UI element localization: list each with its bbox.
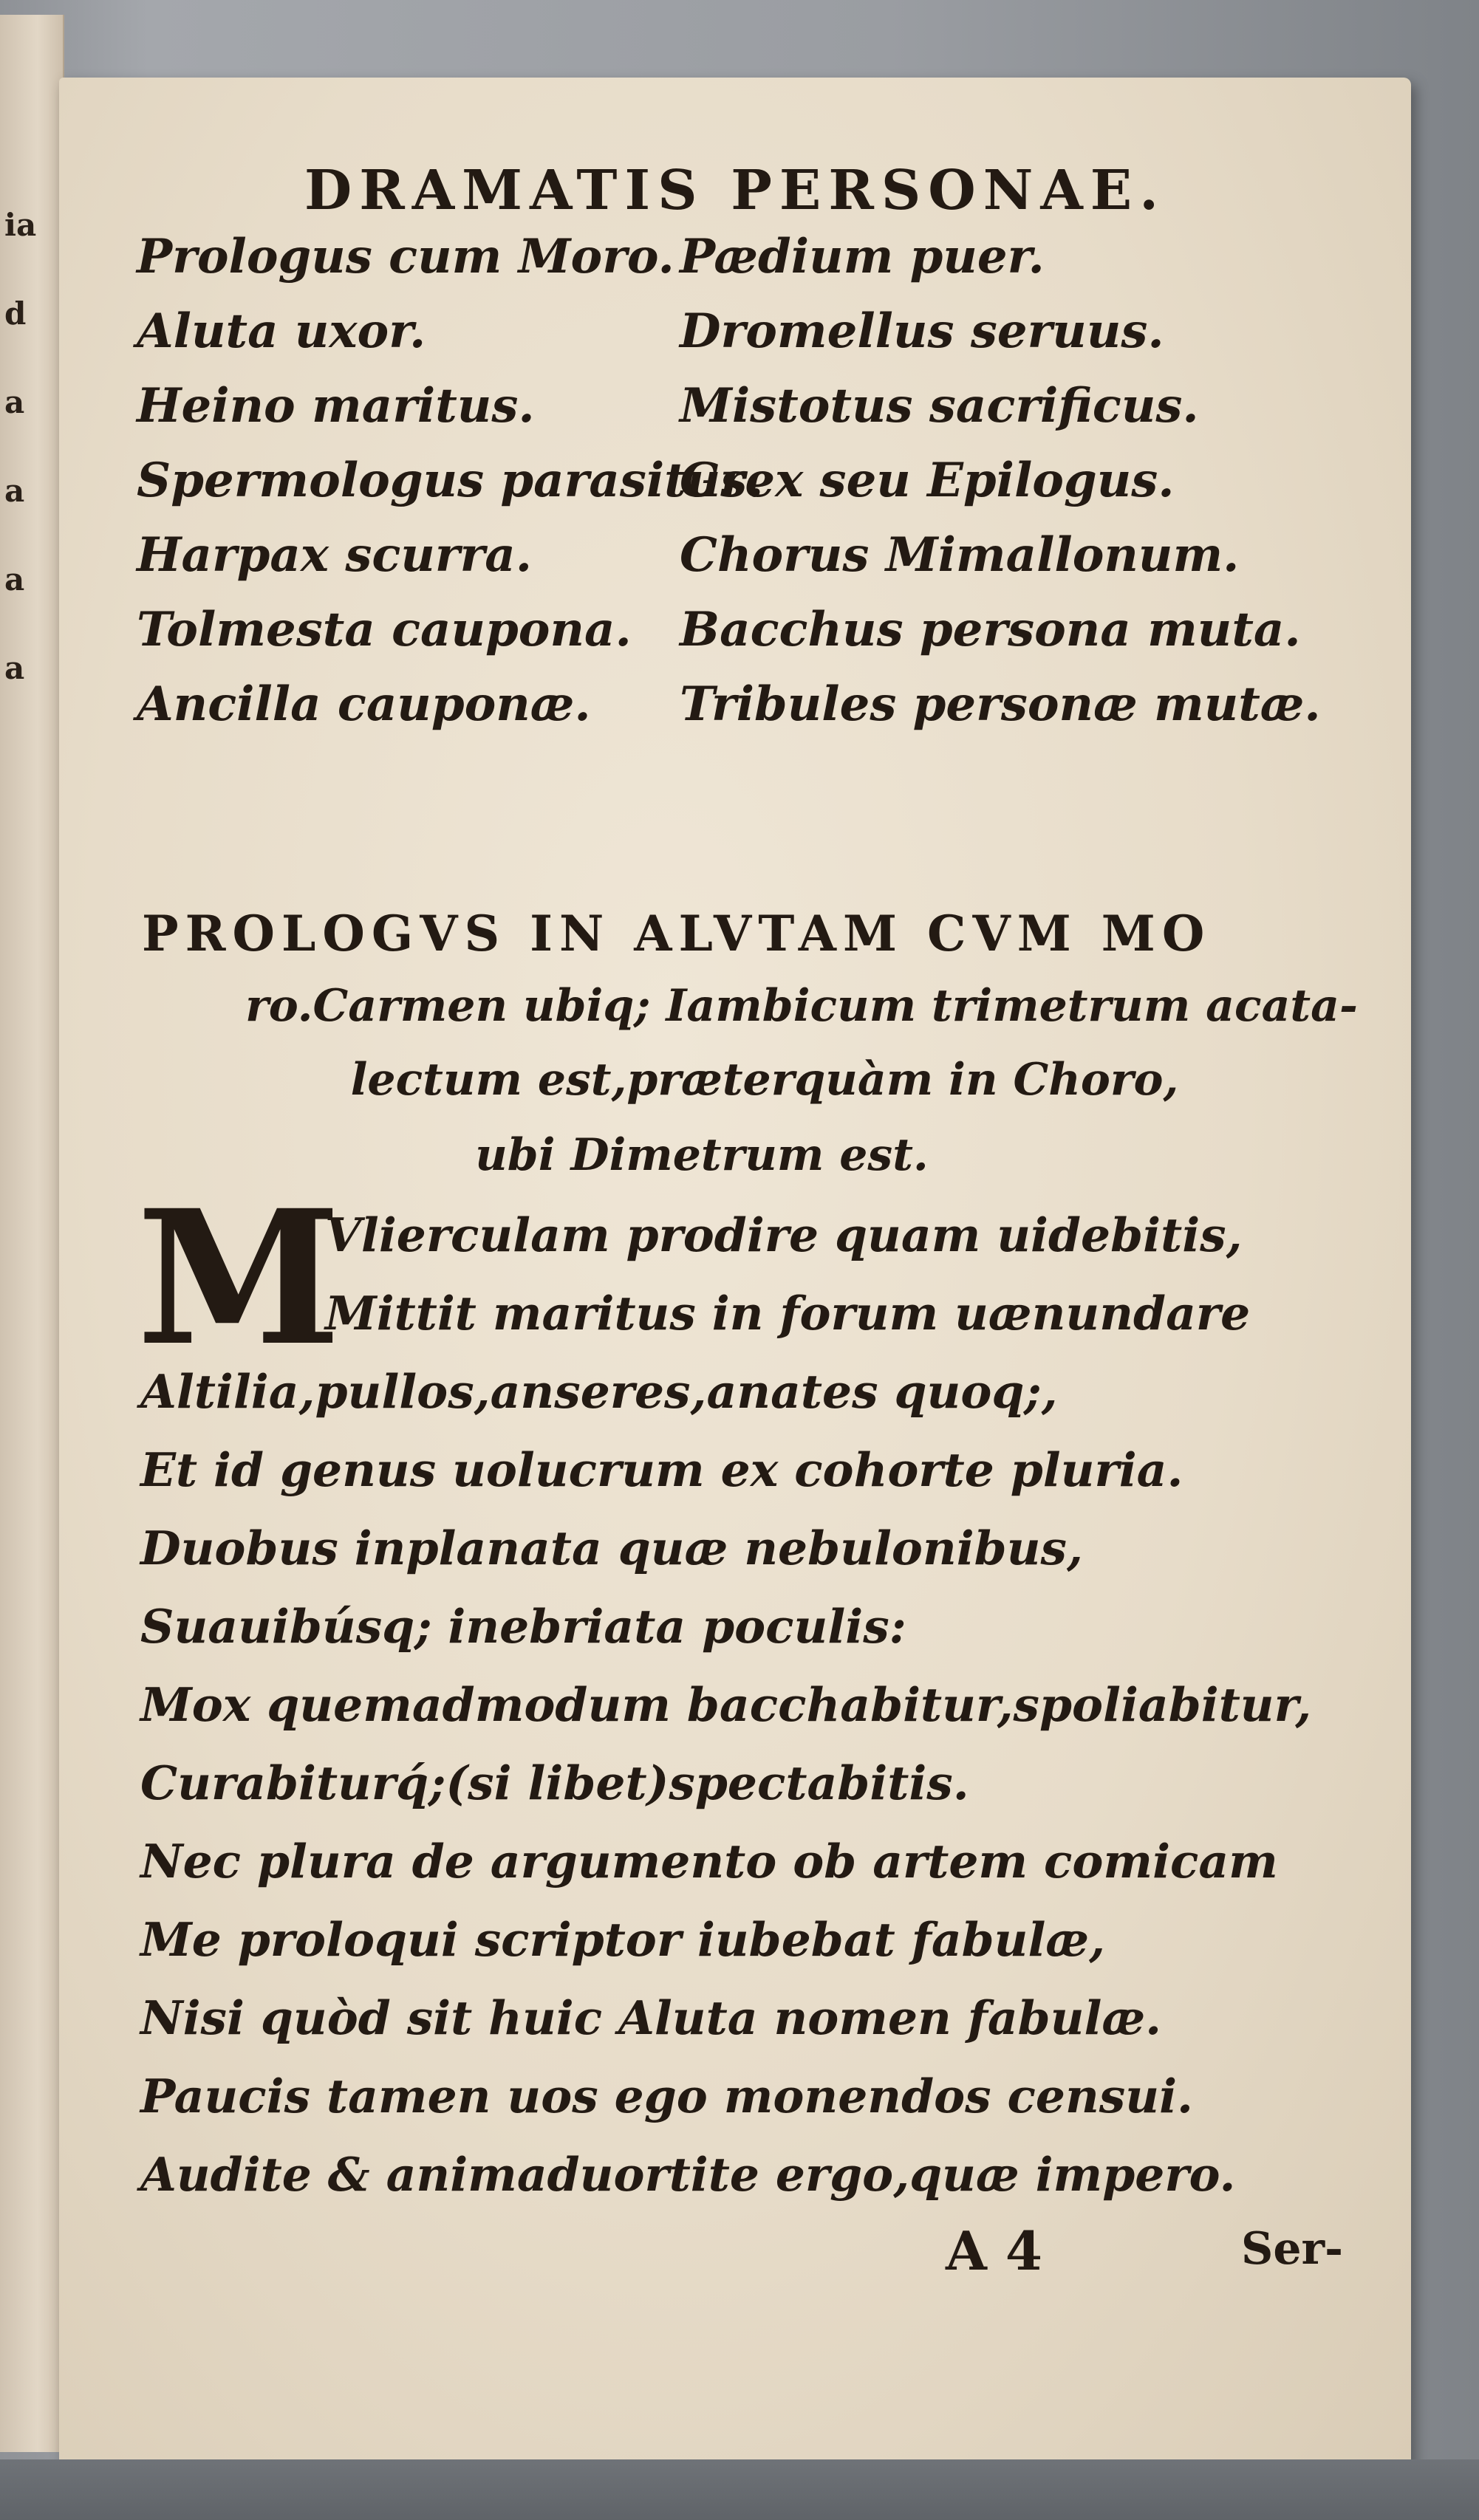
verse-line: Nisi quòd sit huic Aluta nomen fabulæ.: [140, 1990, 1162, 2045]
prologue-subtitle-line: ro.Carmen ubiq; Iambicum trimetrum acata-: [245, 980, 1358, 1032]
character-entry: Prologus cum Moro.: [137, 229, 674, 284]
facing-page-fragment: a: [4, 650, 25, 686]
character-entry: Aluta uxor.: [137, 304, 426, 359]
verse-line: Audite & animaduortite ergo,quæ impero.: [140, 2147, 1236, 2202]
character-entry: Pædium puer.: [680, 229, 1045, 284]
verse-line: Suauibúsq; inebriata poculis:: [140, 1599, 906, 1654]
page-heading: DRAMATIS PERSONAE.: [304, 159, 1166, 222]
character-entry: Ancilla cauponæ.: [137, 677, 591, 732]
dramatis-personae-right-column: [680, 229, 1321, 751]
verse-line: Duobus inplanata quæ nebulonibus,: [140, 1521, 1083, 1575]
verse-line: Curabiturq́;(si libet)spectabitis.: [140, 1756, 969, 1810]
background-cloth: [0, 2459, 1479, 2520]
verse-line: Nec plura de argumento ob artem comicam: [140, 1834, 1278, 1889]
prologue-title: PROLOGVS IN ALVTAM CVM MO: [142, 905, 1212, 962]
facing-page-fragment: ia: [4, 207, 37, 243]
facing-page-edge: [0, 15, 64, 2452]
facing-page-fragment: a: [4, 473, 25, 509]
character-entry: Harpax scurra.: [137, 527, 533, 583]
verse-line: Et id genus uolucrum ex cohorte pluria.: [140, 1442, 1183, 1497]
prologue-subtitle-line: ubi Dimetrum est.: [475, 1129, 929, 1181]
character-entry: Mistotus sacrificus.: [680, 378, 1199, 434]
verse-line: Paucis tamen uos ego monendos censui.: [140, 2069, 1193, 2123]
facing-page-fragment: d: [4, 295, 27, 332]
character-entry: Spermologus parasitus.: [137, 453, 764, 508]
character-entry: Tolmesta caupona.: [137, 602, 632, 657]
prologue-subtitle-line: lectum est,præterquàm in Choro,: [350, 1054, 1179, 1106]
verse-line: Me proloqui scriptor iubebat fabulæ,: [140, 1912, 1106, 1967]
dramatis-personae-left-column: [137, 229, 764, 751]
character-entry: Grex seu Epilogus.: [680, 453, 1175, 508]
verse-line: Mox quemadmodum bacchabitur,spoliabitur,: [140, 1677, 1312, 1732]
verse-line: Altilia,pullos,anseres,anates quoq;,: [140, 1364, 1058, 1419]
facing-page-fragment: a: [4, 384, 25, 420]
character-entry: Dromellus seruus.: [680, 304, 1164, 359]
prologue-verse: [140, 1208, 1396, 2225]
facing-page-fragment: a: [4, 561, 25, 598]
catchword: Ser-: [1241, 2223, 1344, 2275]
verse-line: Mittit maritus in forum uænundare: [325, 1286, 1251, 1341]
character-entry: Chorus Mimallonum.: [680, 527, 1240, 583]
facing-page-fragments: [4, 207, 56, 739]
drop-cap-initial: M: [137, 1169, 341, 1386]
character-entry: Tribules personæ mutæ.: [680, 677, 1321, 732]
character-entry: Bacchus persona muta.: [680, 602, 1301, 657]
character-entry: Heino maritus.: [137, 378, 535, 434]
book-page: [59, 78, 1411, 2471]
verse-line: Vlierculam prodire quam uidebitis,: [325, 1208, 1243, 1262]
signature-mark: A 4: [946, 2219, 1043, 2282]
